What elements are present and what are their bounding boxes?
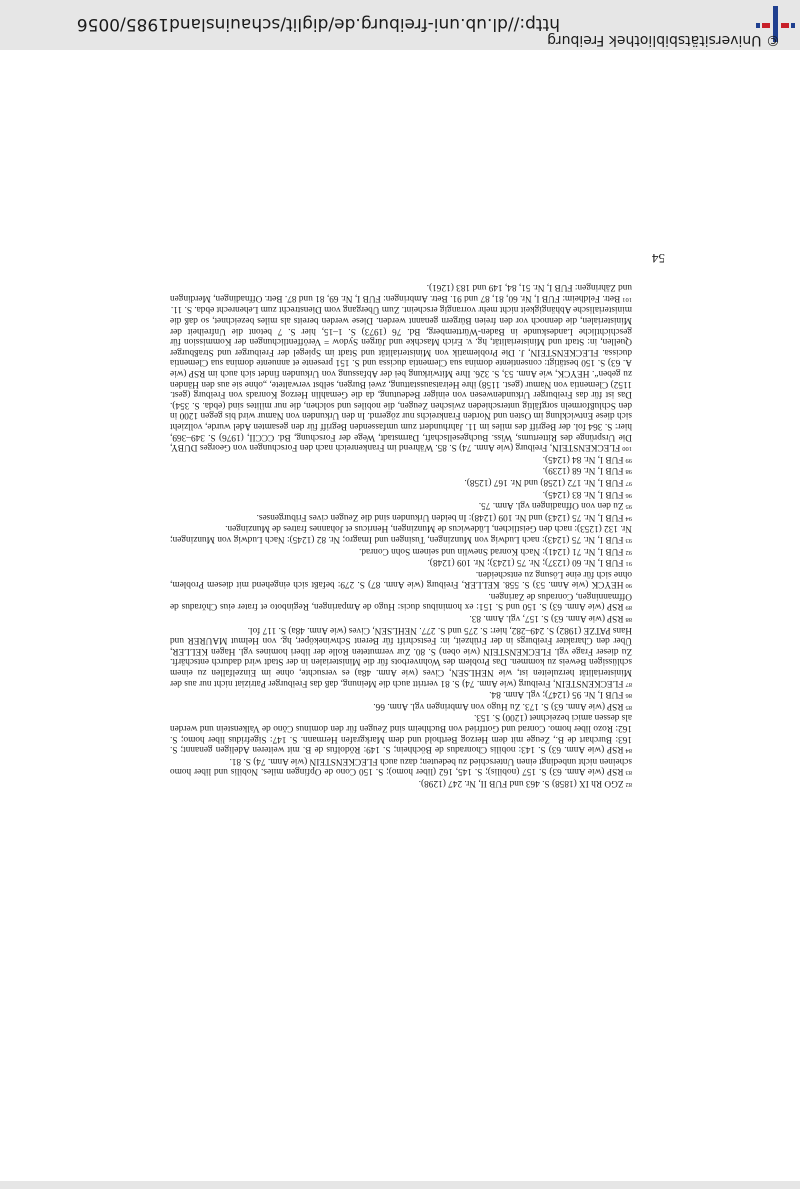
footnote [170,453,632,465]
footnote-number: 85 [625,703,632,711]
footnote [170,488,632,500]
footnote-number: 94 [625,514,632,522]
footnote-text: Zu den von Offnadingen vgl. Anm. 75. [478,500,624,511]
footnote [170,557,632,569]
footnote [170,304,632,453]
footnote-number: 98 [625,468,632,476]
footnote-number: 88 [625,616,632,624]
source-url-link[interactable]: http://dl.ub.uni-freiburg.de/diglit/schauinsland1985/0056 [76,14,560,34]
footnote [170,712,632,755]
footnote-text: FUB I, Nr. 84 (1245). [542,453,624,464]
header-banner [0,0,800,50]
footnote [170,465,632,477]
footnote [170,755,632,777]
footnote-text: FUB I, Nr. 172 (1258) und Nr. 167 (1258). [464,476,624,487]
footnotes-block [170,282,632,789]
footnote [170,500,632,512]
footnote-text: FUB I, Nr. 83 (1245). [542,488,624,499]
footnote [170,590,632,612]
footnote [170,511,632,523]
footnote-number: 92 [625,548,632,556]
footnote [170,777,632,789]
footnote-text: FUB I, Nr. 75 (1243) und Nr. 109 (1248): In beiden Urkunden sind die Zeugen cives Friburgenses. [256,511,624,522]
footnote-text: RSP (wie Anm. 63) S. 143: nobilis Chonradus de Böchhein; S. 149: Rŏdolfus de B. mit weiteren Adeligen genannt; S. 163: Burchart de B., Zeuge mit dem Herzog Berthold und dem Markgrafen Hermann. S. 147: Sigefridus liber homo; S. 162: Rozo liber homo. Conrad und Gottfried von Buchheim sind Zeugen für den dominus Cŏno de Valkenstein und werden als dessen amici bezeichnet (1200) S. 153. [170,712,632,755]
footnote-text: FUB I, Nr. 68 (1239). [542,465,624,476]
footnote [170,282,632,304]
footnote-number: 97 [625,479,632,487]
copyright-text: © Universitätsbibliothek Freiburg [547,32,780,48]
footnote-number: 95 [625,503,632,511]
footnote-text: FUB I, Nr. 75 (1243): nach Ludwig von Munzingen, Tusingen und Imagro; Nr. 82 (1245): Nach Ludwig von Munzingen; Nr. 132 (1253): nach den Geistlichen, Lŭdewicus de Munzingen, Henricus et Johannes fratres de Munzingen. [170,523,632,544]
footnote-number: 90 [625,582,632,590]
footnote [170,523,632,545]
footnote-text: FUB I, Nr. 60 (1237); Nr. 75 (1243); Nr. 109 (1248). [427,557,624,568]
footnote-text: RSP (wie Anm. 63) S. 173. Zu Hugo von Ambringen vgl. Anm. 66. [373,700,624,711]
footnote [170,700,632,712]
page-number: 54 [652,251,665,266]
footnote [170,613,632,625]
footnote-text: FUB I, Nr. 95 (1247); vgl. Anm. 84. [489,689,624,700]
footnote-text: RSP (wie Anm. 63) S. 157 (nobilis); S. 145, 162 (liber homo); S. 150 Cono de Opfingen miles. Nobilis und liber homo scheinen nicht unbedingt einen Unterschied zu bedeuten; dazu auch FLECKENSTEIN (wie Anm. 74) S. 81. [170,755,632,777]
footnote-text: FLECKENSTEIN, Freiburg (wie Anm. 74) S. 81 vertritt auch die Meinung, daß das Freiburger Patriziat nicht nur aus der Ministerialität herzuleiten ist, wie NEHLSEN, Cives (wie Anm. 48a) es versuchte, ohne im Einzelfallen zu einem schlüssigen Beweis zu kommen. Das Problem des Wohnverbots für die Ministerialen in der Stadt wird dadurch entschärft. Zu dieser Frage vgl. FLECKENSTEIN (wie oben) S. 80. Zur vermuteten Rolle der liberi homines vgl. Hagen KELLER, Über den Charakter Freiburgs in der Frühzeit, in: Festschrift für Berent Schwineköper, hg. von Helmut MAURER und Hans PATZE (1982) S. 249–282, hier: S. 275 und S. 277. NEHLSEN, Cives (wie Anm. 48a) S. 117 fol. [170,624,632,688]
footnote-number: 93 [625,536,632,544]
footnote-text: RSP (wie Anm. 63) S. 157, vgl. Anm. 83. [469,613,624,624]
footnote-number: 100 [622,445,632,453]
footnote-number: 86 [625,692,632,700]
footnote-number: 83 [625,769,632,777]
footnote-text: Betr. Feldheim: FUB I, Nr. 60, 81, 87 und 91. Betr. Ambringen: FUB I, Nr. 69, 81 und 87. Betr. Offnadingen, Merdingen und Zähringen: FUB I, Nr. 51, 84, 149 und 183 (1261). [170,282,632,303]
footnote [170,568,632,590]
footnote [170,624,632,689]
footnote-number: 82 [625,781,632,788]
footnote-text: HEYCK (wie Anm. 53) S. 558. KELLER, Freiburg (wie Anm. 87) S. 279: befaßt sich eingehend mit diesem Problem, ohne sich für eine Lösung zu entscheiden. [170,568,632,590]
footnote-number: 89 [625,604,632,612]
footnote-text: RSP (wie Anm. 63) S. 150 und S. 151: ex hominibus ducis: Hugo de Amparingen, Reginboto et frater eius Chŏradus de Offmanningen, Conradus de Zaringen. [170,590,632,612]
footnote-number: 87 [625,680,632,688]
footnote [170,476,632,488]
footnote-number: 91 [625,560,632,568]
footnote-text: FUB I, Nr. 71 (1241): Nach Konrad Snewlin und seinem Sohn Conrad. [359,545,624,556]
footnote-number: 84 [625,747,632,755]
footnote [170,689,632,701]
footnote-text: FLECKENSTEIN, Freiburg (wie Anm. 74) S. 85. Während im Frankenreich nach den Forschungen von Georges DUBY, Die Ursprünge des Rittertums, Wiss. Buchgesellschaft, Darmstadt, Wege der Forschung, Bd. CCCII, (1976) S. 349–369, hier: S. 364 fol. der Begriff des miles im 11. Jahrhundert zum umfassenden Begriff für den gesamten Adel wurde, vollzieht sich diese Entwicklung im Osten und Norden Frankreichs nur zögernd. In den Urkunden von Namur wird bis gegen 1200 in den Schlußformeln sorgfältig unterschieden zwischen Zeugen, die nobiles und solchen, die nur milites sind (ebda. S. 354). Das ist für das Freiburger Urkundenwesen von einiger Bedeutung, da die Gemahlin Herzog Konrads von Freiburg (gest. 1152) Clementia von Namur (gest. 1158) ihre Heiratsausstattung, zwei Burgen, selbst verwaltete, „ohne sie aus den Händen zu geben“. HEYCK, wie Anm. 53, S. 326. Ihre Mitwirkung bei der Abfassung von Urkunden findet sich auch im RSP (wie A. 63) S. 150 bestätigt: consentiente domina sua Clementia ducissa und S. 151 presente et annuente domina sua Clementia ducissa. FLECKENSTEIN, J. Die Problematik von Ministerialität und Stadt im Spiegel der Freiburger und Straßburger Quellen, in: Stadt und Ministerialität, hg. v. Erich Maschke und Jürgen Sydow = Veröffentlichungen der Kommission für geschichtliche Landeskunde in Baden-Württemberg, Bd. 76 (1973) S. 1–15, hier S. 7 betont die Unfreiheit der Ministerialen, die dennoch vor den freien Bürgern genannt werden. Diese werden bereits als miles bezeichnet, so daß die ministerialische Abhängigkeit nicht mehr vorrangig erscheint. Zum Übergang vom Dienstrecht zum Lehenrecht ebda. S. 11. [170,304,632,453]
footnote-number: 96 [625,491,632,499]
bottom-strip [0,1181,800,1189]
footnote-text: ZGO Rh IX (1858) S. 463 und FUB II, Nr. 247 (1298). [418,778,624,788]
footnote [170,545,632,557]
footnote-number: 99 [625,456,632,464]
footnote-number: 101 [622,295,632,303]
